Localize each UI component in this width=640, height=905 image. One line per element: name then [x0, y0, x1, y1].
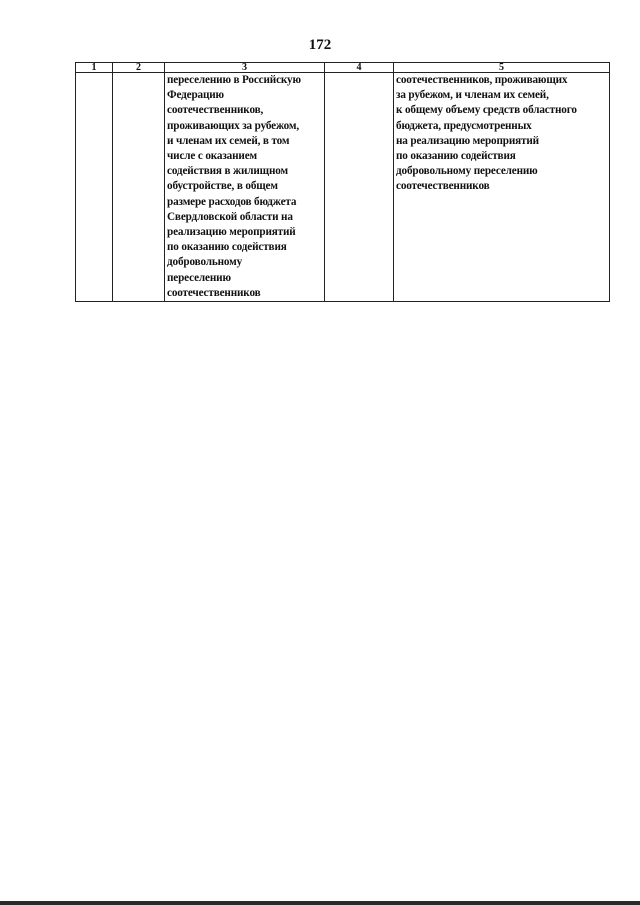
cell-col-5-line: добровольному переселению [396, 165, 538, 178]
cell-col-3-line: Свердловской области на [167, 210, 293, 223]
column-header-1: 1 [76, 63, 113, 73]
cell-col-5-line: соотечественников [396, 180, 490, 193]
cell-col-3-line: размере расходов бюджета [167, 195, 297, 208]
cell-col-5-line: бюджета, предусмотренных [396, 119, 532, 132]
cell-col-3 [165, 73, 325, 302]
cell-col-3-line: обустройстве, в общем [167, 180, 278, 193]
column-header-2: 2 [113, 63, 165, 73]
cell-col-3-line: Федерацию [167, 89, 224, 102]
cell-col-3-line: проживающих за рубежом, [167, 119, 300, 132]
cell-col-3-line: переселению [167, 271, 231, 284]
column-header-5: 5 [394, 63, 610, 73]
cell-col-3-line: числе с оказанием [167, 150, 258, 163]
page-bottom-edge [0, 901, 640, 905]
table-row [76, 73, 610, 302]
cell-col-3-line: содействия в жилищном [167, 165, 288, 178]
cell-col-5-line: соотечественников, проживающих [396, 74, 568, 86]
table-header-row [76, 63, 610, 73]
cell-col-3-line: соотечественников, [167, 104, 264, 117]
cell-col-5-line: по оказанию содействия [396, 150, 516, 163]
cell-col-5 [394, 73, 610, 302]
column-header-3: 3 [165, 63, 325, 73]
cell-col-3-line: переселению в Российскую [167, 74, 301, 86]
cell-col-3-line: соотечественников [167, 286, 261, 299]
cell-col-3-line: добровольному [167, 256, 243, 269]
cell-col-3-line: по оказанию содействия [167, 241, 287, 254]
cell-col-5-line: к общему объему средств областного [396, 104, 577, 117]
cell-col-5-line: за рубежом, и членам их семей, [396, 89, 549, 102]
cell-col-5-line: на реализацию мероприятий [396, 134, 539, 147]
cell-col-1 [76, 73, 113, 302]
cell-col-3-line: реализацию мероприятий [167, 226, 296, 239]
page-number: 172 [308, 37, 332, 53]
cell-col-3-line: и членам их семей, в том [167, 134, 290, 147]
cell-col-2 [113, 73, 165, 302]
column-header-4: 4 [325, 63, 394, 73]
cell-col-4 [325, 73, 394, 302]
document-table [75, 62, 610, 302]
